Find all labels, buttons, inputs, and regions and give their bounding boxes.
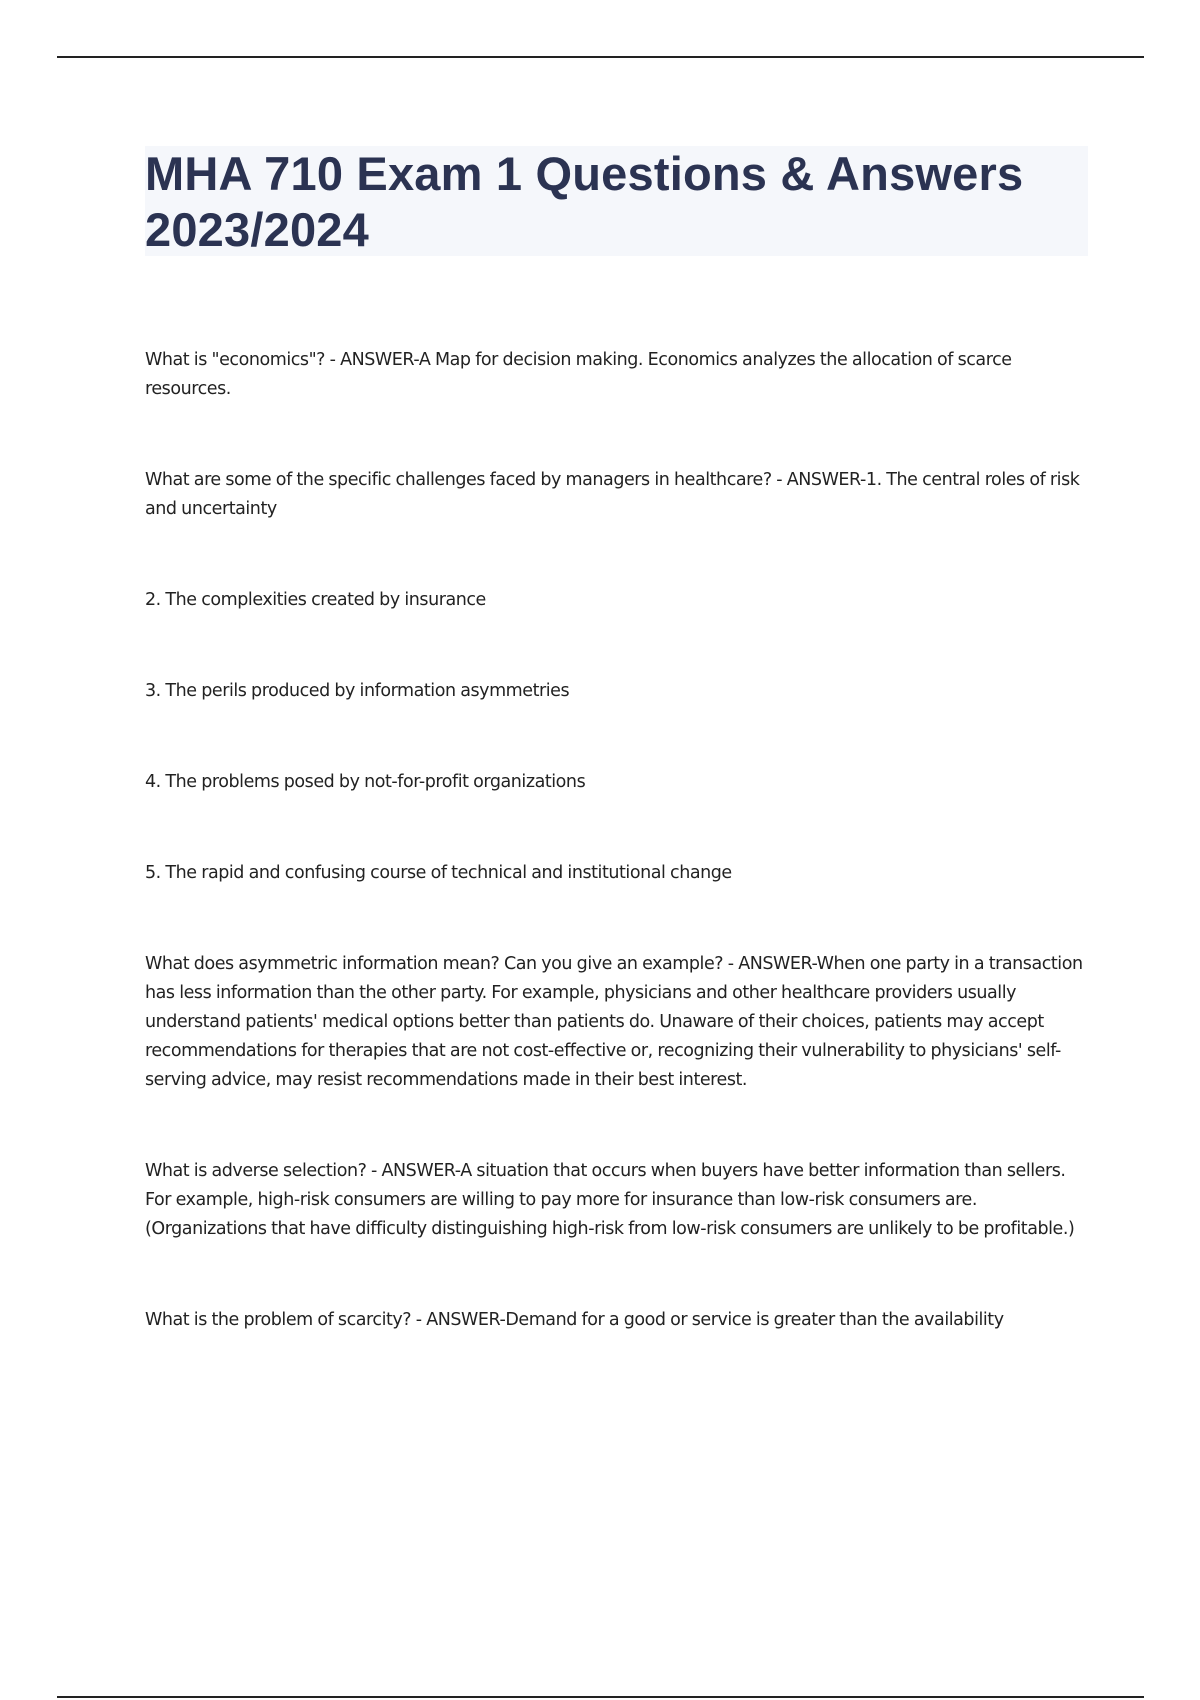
- qa-economics: What is "economics"? - ANSWER-A Map for decision making. Economics analyzes the allocation of scarce resources.: [145, 350, 1012, 399]
- qa-asymmetric-information: What does asymmetric information mean? Can you give an example? - ANSWER-When one party in a transaction has less information than the other party. For example, physicians and other healthcare providers usually understand patients' medical options better than patients do. Unaware of their choices, patients may accept recommendations for therapies that are not cost-effective or, recognizing their vulnerability to physicians' self-serving advice, may resist recommendations made in their best interest.: [145, 954, 1083, 1090]
- document-title: MHA 710 Exam 1 Questions & Answers 2023/2024: [145, 147, 1024, 256]
- qa-healthcare-challenges: What are some of the specific challenges faced by managers in healthcare? - ANSWER-1. The central roles of risk and uncertainty: [145, 470, 1080, 519]
- qa-adverse-selection: What is adverse selection? - ANSWER-A situation that occurs when buyers have better information than sellers. For example, high-risk consumers are willing to pay more for insurance than low-risk consumers are. (Organizations that have difficulty distinguishing high-risk from low-risk consumers are unlikely to be profitable.): [145, 1161, 1075, 1239]
- bottom-rule: [57, 1696, 1144, 1698]
- qa-scarcity: What is the problem of scarcity? - ANSWER-Demand for a good or service is greater than the availability: [145, 1310, 1004, 1330]
- list-item-insurance: 2. The complexities created by insurance: [145, 590, 486, 610]
- list-item-technical-change: 5. The rapid and confusing course of technical and institutional change: [145, 863, 732, 883]
- top-rule: [57, 56, 1144, 58]
- list-item-information-asymmetries: 3. The perils produced by information asymmetries: [145, 681, 570, 701]
- document-body: [145, 346, 1091, 1335]
- title-banner: [145, 146, 1088, 256]
- list-item-not-for-profit: 4. The problems posed by not-for-profit organizations: [145, 772, 586, 792]
